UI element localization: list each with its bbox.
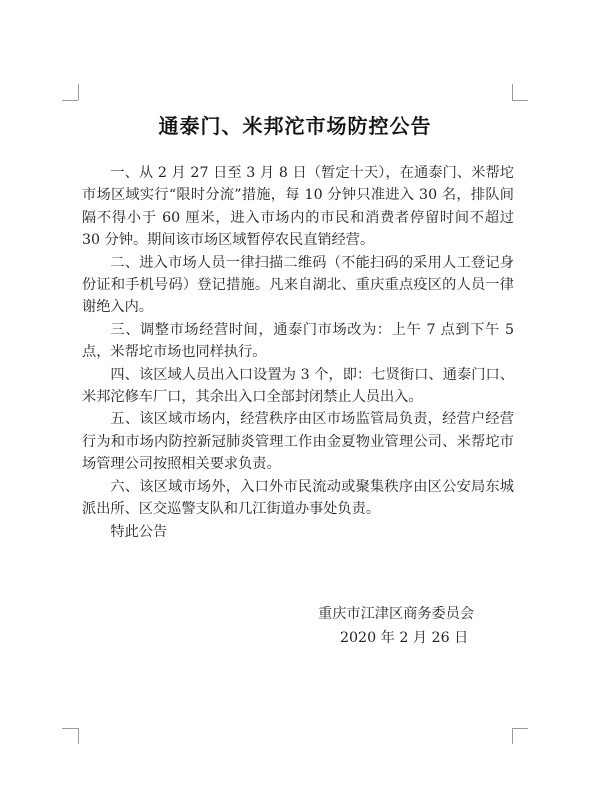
paragraph-5: 五、该区域市场内，经营秩序由区市场监管局负责，经营户经营行为和市场内防控新冠肺炎管理工作由金夏物业管理公司、米帮坨市场管理公司按照相关要求负责。 — [82, 411, 514, 473]
paragraph-6: 六、该区域市场外，入口外市民流动或聚集秩序由区公安局东城派出所、区交巡警支队和几江街道办事处负责。 — [82, 478, 514, 518]
document-title: 通泰门、米邦沱市场防控公告 — [158, 114, 432, 138]
signature-organization: 重庆市江津区商务委员会 — [318, 606, 475, 622]
paragraph-3: 三、调整市场经营时间，通泰门市场改为：上午 7 点到下午 5 点，米帮坨市场也同样执行。 — [82, 321, 514, 361]
closing-line: 特此公告 — [110, 523, 168, 540]
paragraph-2: 二、进入市场人员一律扫描二维码（不能扫码的采用人工登记身份证和手机号码）登记措施。凡来自湖北、重庆重点疫区的人员一律谢绝入内。 — [82, 254, 514, 316]
document-body — [82, 162, 514, 543]
signature-date: 2020 年 2 月 26 日 — [340, 630, 469, 646]
paragraph-1: 一、从 2 月 27 日至 3 月 8 日（暂定十天），在通泰门、米帮坨市场区域实行“限时分流”措施，每 10 分钟只准进入 30 名，排队间隔不得小于 60 厘米，进入市场内的市民和消费者停留时间不超过 30 分钟。期间该市场区域暂停农民直销经营。 — [82, 165, 514, 249]
paragraph-4: 四、该区域人员出入口设置为 3 个，即：七贤街口、通泰门口、米邦沱修车厂口，其余出入口全部封闭禁止人员出入。 — [82, 366, 514, 406]
